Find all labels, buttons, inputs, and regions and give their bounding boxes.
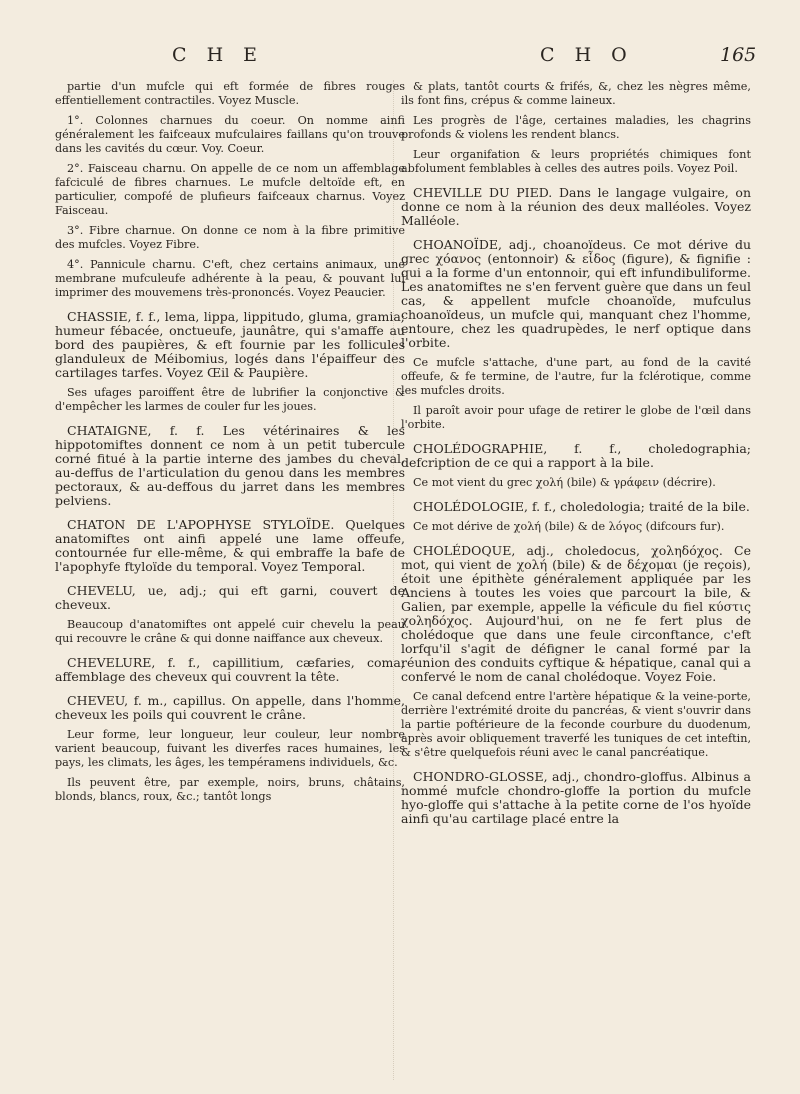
left-paragraph-3: 2°. Faisceau charnu. On appelle de ce nom un affemblage fafciculé de fibres charnues. Le mufcle deltoïde eft, en particulier, compofé de plufieurs faifceaux charnus. Voyez Faisceau. (55, 162, 405, 217)
right-paragraph-1: & plats, tantôt courts & frifés, &, chez les nègres même, ils font fins, crépus & comme laineux. (401, 80, 751, 107)
left-paragraph-4: 3°. Fibre charnue. On donne ce nom à la fibre primitive des mufcles. Voyez Fibre. (55, 224, 405, 251)
right-column (401, 80, 751, 832)
left-paragraph-2: 1°. Colonnes charnues du coeur. On nomme ainfi généralement les faifceaux mufculaires faillans qu'on trouve dans les cavités du cœur. Voy. Coeur. (55, 114, 405, 155)
entry-choledographie: CHOLÉDOGRAPHIE, f. f., choledographia; defcription de ce qui a rapport à la bile. (401, 441, 751, 470)
left-paragraph-1: partie d'un mufcle qui eft formée de fibres rouges effentiellement contractiles. Voyez Muscle. (55, 80, 405, 107)
left-paragraph-7: Ses ufages paroiffent être de lubrifier la conjonctive & d'empêcher les larmes de couler fur les joues. (55, 386, 405, 413)
entry-cheville: CHEVILLE DU PIED. Dans le langage vulgaire, on donne ce nom à la réunion des deux malléoles. Voyez Malléole. (401, 185, 751, 228)
entry-chaton: CHATON DE L'APOPHYSE STYLOÏDE. Quelques anatomiftes ont ainfi appelé une lame offeufe, contournée fur elle-même, & qui embraffe la bafe de l'apophyfe ftyloïde du temporal. Voyez Temporal. (55, 517, 405, 574)
right-paragraph-13: Ce canal defcend entre l'artère hépatique & la veine-porte, derrière l'extrémité droite du pancréas, & vient s'ouvrir dans la partie poftérieure de la feconde courbure du duodenum, après avoir obliquement traverfé les tuniques de cet inteftin, & s'être quelquefois réuni avec le canal pancréatique. (401, 690, 751, 759)
left-paragraph-5: 4°. Pannicule charnu. C'eft, chez certains animaux, une membrane mufculeufe adhérente à la peau, & pouvant lui imprimer des mouvemens très-prononcés. Voyez Peaucier. (55, 258, 405, 299)
running-header (0, 44, 800, 70)
right-paragraph-9: Ce mot vient du grec χολή (bile) & γράφειν (décrire). (413, 476, 716, 489)
entry-chondro-glosse: CHONDRO-GLOSSE, adj., chondro-gloffus. Albinus a nommé mufcle chondro-gloffe la portion du mufcle hyo-gloffe qui s'attache à la petite corne de l'os hyoïde ainfi qu'au cartilage placé entre la (401, 769, 751, 826)
entry-choledoque: CHOLÉDOQUE, adj., choledocus, χοληδόχος. Ce mot, qui vient de χολή (bile) & de δέχομαι (je reçois), étoit une épithète généralement appliquée par les Anciens à toutes les voies que parcourt la bile, & Galien, par exemple, appelle la véficule du fiel κύστις χοληδόχος. Aujourd'hui, on ne fe fert plus de cholédoque que dans une feule circonftance, c'eft lorfqu'il s'agit de défigner le canal formé par la réunion des conduits cyftique & hépatique, canal qui a confervé le nom de canal cholédoque. Voyez Foie. (401, 543, 751, 684)
entry-choledologie: CHOLÉDOLOGIE, f. f., choledologia; traité de la bile. (413, 499, 750, 514)
entry-cheveu: CHEVEU, f. m., capillus. On appelle, dans l'homme, cheveux les poils qui couvrent le crâne. (55, 693, 405, 722)
right-paragraph-2: Les progrès de l'âge, certaines maladies, les chagrins profonds & violens les rendent blancs. (401, 114, 751, 141)
right-paragraph-7: Il paroît avoir pour ufage de retirer le globe de l'œil dans l'orbite. (401, 404, 751, 431)
left-paragraph-14: Leur forme, leur longueur, leur couleur, leur nombre varient beaucoup, fuivant les diverfes races humaines, les pays, les climats, les âges, les tempéramens individuels, &c. (55, 728, 405, 769)
header-left: C H E (172, 44, 265, 66)
entry-chataigne: CHATAIGNE, f. f. Les vétérinaires & les hippotomiftes donnent ce nom à un petit tubercule corné fitué à la partie interne des jambes du cheval, au-deffus de l'articulation du genou dans les membres pectoraux, & au-deffous du jarret dans les membres pelviens. (55, 423, 405, 508)
entry-chassie: CHASSIE, f. f., lema, lippa, lippitudo, gluma, gramia; humeur fébacée, onctueufe, jaunâtre, qui s'amaffe au bord des paupières, & eft fournie par les follicules glanduleux de Méibomius, logés dans l'épaiffeur des cartilages tarfes. Voyez Œil & Paupière. (55, 309, 405, 380)
page-number: 165 (720, 44, 757, 66)
right-paragraph-11: Ce mot dérive de χολή (bile) & de λόγος (difcours fur). (413, 520, 725, 533)
entry-choanoide: CHOANOÏDE, adj., choanoïdeus. Ce mot dérive du grec χόανος (entonnoir) & εἶδος (figure), & fignifie : qui a la forme d'un entonnoir, qui eft infundibuliforme. Les anatomiftes ne s'en fervent guère que dans un feul cas, & appellent mufcle choanoïde, mufculus choanoïdeus, un mufcle qui, manquant chez l'homme, entoure, chez les quadrupèdes, le nerf optique dans l'orbite. (401, 237, 751, 350)
right-paragraph-6: Ce mufcle s'attache, d'une part, au fond de la cavité offeufe, & fe termine, de l'autre, fur la fclérotique, comme les mufcles droits. (401, 356, 751, 397)
left-paragraph-15: Ils peuvent être, par exemple, noirs, bruns, châtains, blonds, blancs, roux, &c.; tantôt longs (55, 776, 405, 803)
header-right: C H O (540, 44, 634, 66)
right-paragraph-3: Leur organifation & leurs propriétés chimiques font abfolument femblables à celles des autres poils. Voyez Poil. (401, 148, 751, 175)
left-paragraph-11: Beaucoup d'anatomiftes ont appelé cuir chevelu la peau qui recouvre le crâne & qui donne naiffance aux cheveux. (55, 618, 405, 645)
left-column (55, 80, 405, 810)
entry-chevelu: CHEVELU, ue, adj.; qui eft garni, couvert de cheveux. (55, 583, 405, 612)
entry-chevelure: CHEVELURE, f. f., capillitium, cæfaries, coma; affemblage des cheveux qui couvrent la tête. (55, 655, 405, 684)
